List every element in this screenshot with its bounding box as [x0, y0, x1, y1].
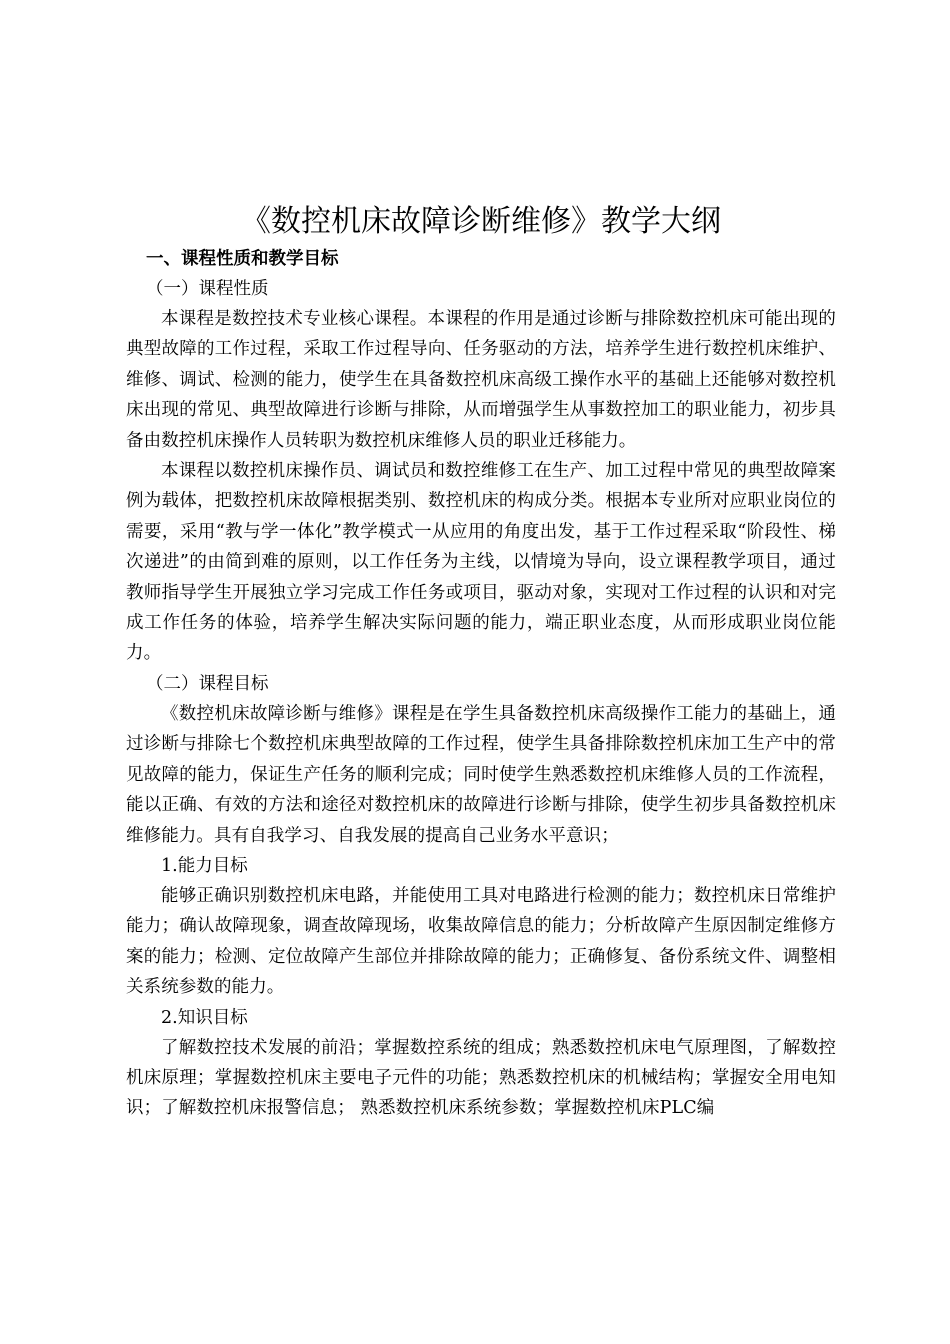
paragraph-course-approach: 本课程以数控机床操作员、调试员和数控维修工在生产、加工过程中常见的典型故障案例为载体，把数控机床故障根据类别、数控机床的构成分类。根据本专业所对应职业岗位的需要，采用“教与学一体化”教学模式一从应用的角度出发，基于工作过程采取“阶段性、梯次递进”的由简到难的原则，以工作任务为主线，以情境为导向，设立课程教学项目，通过教师指导学生开展独立学习完成工作任务或项目，驱动对象，实现对工作过程的认识和对完成工作任务的体验，培养学生解决实际问题的能力，端正职业态度，从而形成职业岗位能力。 [126, 461, 836, 664]
item-heading-knowledge-goals: 2.知识目标 [161, 1007, 248, 1028]
paragraph-course-goals: 《数控机床故障诊断与维修》课程是在学生具备数控机床高级操作工能力的基础上，通过诊断与排除七个数控机床典型故障的工作过程，使学生具备排除数控机床加工生产中的常见故障的能力，保证生产任务的顺利完成；同时使学生熟悉数控机床维修人员的工作流程，能以正确、有效的方法和途径对数控机床的故障进行诊断与排除，使学生初步具备数控机床维修能力。具有自我学习、自我发展的提高自己业务水平意识； [126, 703, 836, 846]
paragraph-course-role: 本课程是数控技术专业核心课程。本课程的作用是通过诊断与排除数控机床可能出现的典型故障的工作过程，采取工作过程导向、任务驱动的方法，培养学生进行数控机床维护、维修、调试、检测的能力，使学生在具备数控机床高级工操作水平的基础上还能够对数控机床出现的常见、典型故障进行诊断与排除，从而增强学生从事数控加工的职业能力，初步具备由数控机床操作人员转职为数控机床维修人员的职业迁移能力。 [126, 309, 836, 451]
document-title: 《数控机床故障诊断维修》教学大纲 [241, 204, 721, 239]
subsection-heading-course-goals: （二）课程目标 [146, 673, 269, 694]
subsection-heading-course-nature: （一）课程性质 [146, 279, 269, 299]
section-heading-1: 一、课程性质和教学目标 [146, 249, 339, 269]
item-heading-ability-goals: 1.能力目标 [161, 855, 248, 876]
document-page [126, 200, 836, 1124]
paragraph-knowledge-goals: 了解数控技术发展的前沿；掌握数控系统的组成；熟悉数控机床电气原理图，了解数控机床原理；掌握数控机床主要电子元件的功能；熟悉数控机床的机械结构；掌握安全用电知识；了解数控机床报警信息； 熟悉数控机床系统参数；掌握数控机床PLC编 [126, 1037, 836, 1119]
paragraph-ability-goals: 能够正确识别数控机床电路，并能使用工具对电路进行检测的能力；数控机床日常维护能力；确认故障现象，调查故障现场，收集故障信息的能力；分析故障产生原因制定维修方案的能力；检测、定位故障产生部位并排除故障的能力；正确修复、备份系统文件、调整相关系统参数的能力。 [126, 885, 836, 998]
